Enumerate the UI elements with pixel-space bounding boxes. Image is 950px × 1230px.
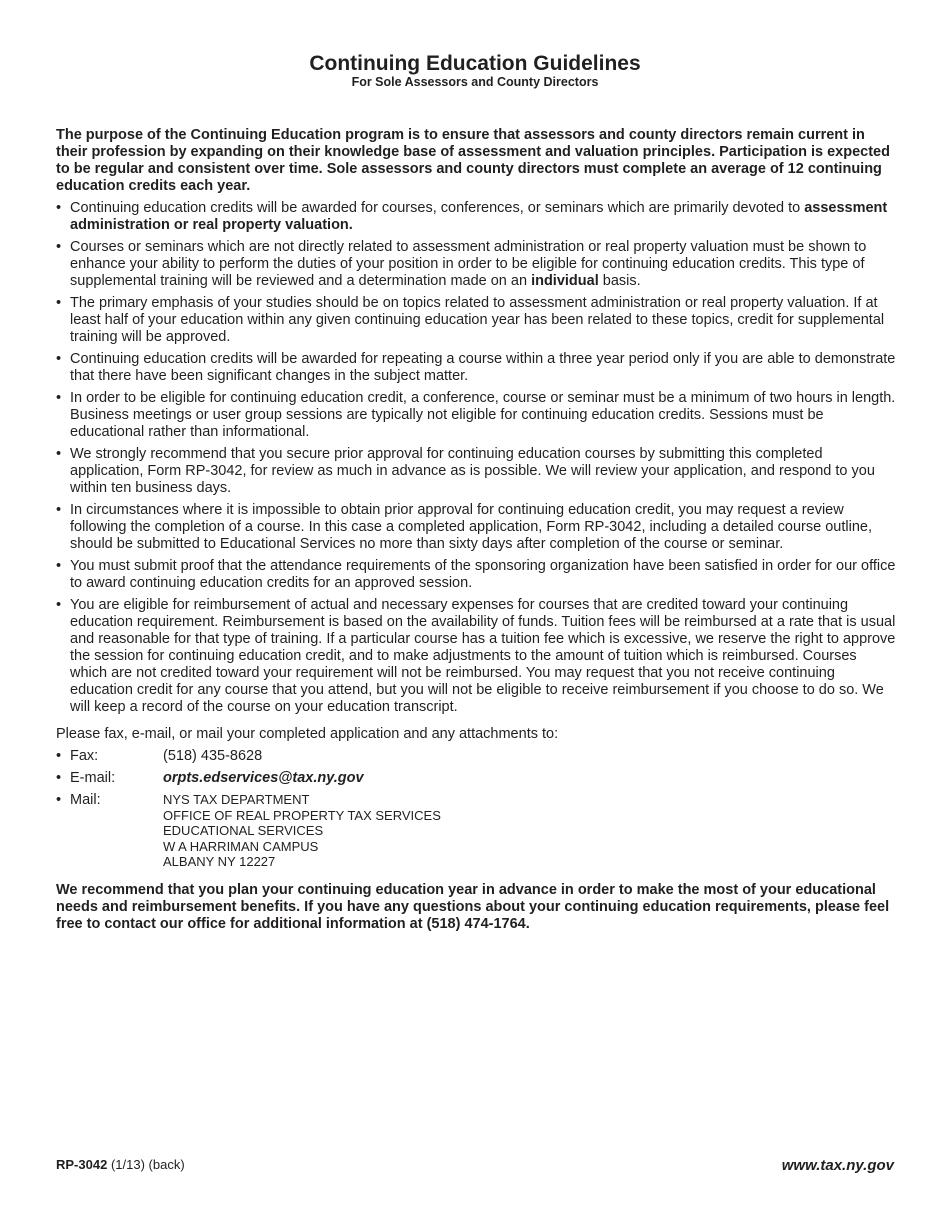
bullet-icon: • [56, 351, 62, 367]
contact-fax [56, 748, 896, 765]
bullet-emphasis: assessment administration or real property valuation. [70, 200, 888, 233]
list-item [56, 502, 896, 553]
bullet-emphasis: individual [531, 273, 599, 289]
form-side: (back) [148, 1157, 185, 1172]
list-item [56, 390, 896, 441]
closing-paragraph: We recommend that you plan your continuing education year in advance in order to make the most of your educational needs and reimbursement benefits. If you have any questions about your continuing education requirements, please feel free to contact our office for additional information at (518) 474-1764. [56, 881, 890, 932]
form-code: RP-3042 [56, 1157, 108, 1172]
list-item [56, 446, 896, 497]
mail-label: Mail: [70, 792, 101, 808]
bullet-text: In circumstances where it is impossible to obtain prior approval for continuing education credit, you may request a review following the completion of a course. In this case a completed application, Form RP-3042, including a detailed course outline, should be submitted to Educational Services no more than sixty days after completion of the course or seminar. [70, 502, 872, 552]
bullet-icon: • [56, 239, 62, 255]
fax-label: Fax: [70, 748, 99, 764]
bullet-text: Continuing education credits will be awarded for repeating a course within a three year period only if you are able to demonstrate that there have been significant changes in the subject matter. [70, 351, 896, 384]
form-date: (1/13) [110, 1157, 145, 1172]
contact-email [56, 770, 896, 787]
page-subtitle: For Sole Assessors and County Directors [351, 75, 599, 89]
website-link[interactable]: www.tax.ny.gov [781, 1157, 894, 1174]
list-item [56, 200, 896, 234]
list-item [56, 239, 896, 290]
bullet-icon: • [56, 295, 62, 311]
bullet-icon: • [56, 770, 62, 786]
bullet-text: The primary emphasis of your studies should be on topics related to assessment administration or real property valuation. If at least half of your education within any given continuing education year has been related to these topics, credit for supplemental training will be approved. [70, 295, 885, 345]
fax-number: (518) 435-8628 [163, 748, 263, 764]
bullet-icon: • [56, 792, 62, 808]
list-item [56, 295, 896, 346]
bullet-text: In order to be eligible for continuing education credit, a conference, course or seminar must be a minimum of two hours in length. Business meetings or user group sessions are typically not eligible for continuing education credits. Sessions must be educational rather than informational. [70, 390, 896, 440]
bullet-icon: • [56, 502, 62, 518]
bullet-icon: • [56, 390, 62, 406]
address-line: EDUCATIONAL SERVICES [163, 823, 324, 839]
email-link[interactable]: orpts.edservices@tax.ny.gov [163, 770, 364, 786]
bullet-icon: • [56, 200, 62, 216]
form-identifier [56, 1157, 185, 1173]
guidelines-body [56, 200, 896, 933]
bullet-icon: • [56, 558, 62, 574]
bullet-text: We strongly recommend that you secure prior approval for continuing education courses by submitting this completed application, Form RP-3042, for review as much in advance as is possible. We will review your application, and respond to you within ten business days. [70, 446, 875, 496]
bullet-text: Courses or seminars which are not directly related to assessment administration or real property valuation must be shown to enhance your ability to perform the duties of your position in order to be eligible for continuing education credits. This type of supplemental training will be reviewed and a determination made on an [70, 239, 867, 289]
submit-instructions: Please fax, e-mail, or mail your completed application and any attachments to: [56, 726, 559, 742]
bullet-text-end: basis. [598, 273, 641, 289]
contact-list [56, 748, 896, 870]
guidelines-list [56, 200, 896, 716]
bullet-icon: • [56, 748, 62, 764]
list-item [56, 351, 896, 385]
bullet-icon: • [56, 597, 62, 613]
email-label: E-mail: [70, 770, 116, 786]
list-item [56, 597, 896, 716]
address-line: OFFICE OF REAL PROPERTY TAX SERVICES [163, 807, 441, 823]
address-line: W A HARRIMAN CAMPUS [163, 838, 319, 854]
contact-mail [56, 792, 896, 870]
page-title: Continuing Education Guidelines [309, 52, 641, 75]
bullet-text: You must submit proof that the attendance requirements of the sponsoring organization have been satisfied in order for our office to award continuing education credits for an approved session. [70, 558, 896, 591]
bullet-text: Continuing education credits will be awarded for courses, conferences, or seminars which are primarily devoted to [70, 200, 805, 216]
address-line: NYS TAX DEPARTMENT [163, 792, 310, 807]
bullet-text: You are eligible for reimbursement of actual and necessary expenses for courses that are credited toward your continuing education requirement. Reimbursement is based on the availability of funds. Tuition fees will be reimbursed at a rate that is usual and reasonable for that type of training. If a particular course has a tuition fee which is excessive, we reserve the right to approve the session for continuing education credit, and to make adjustments to the amount of tuition which is reimbursed. Courses which are not credited toward your requirement will not be reimbursed. You may request that you not receive continuing education credit for any course that you attend, but you will not be eligible to receive reimbursement if you choose to do so. We will keep a record of the course on your education transcript. [70, 597, 896, 715]
intro-paragraph: The purpose of the Continuing Education program is to ensure that assessors and county directors remain current in their profession by expanding on their knowledge base of assessment and valuation principles. Participation is expected to be regular and consistent over time. Sole assessors and county directors must complete an average of 12 continuing education credits each year. [56, 127, 890, 194]
address-line: ALBANY NY 12227 [163, 854, 276, 870]
mailing-address [163, 792, 441, 870]
list-item [56, 558, 896, 592]
bullet-icon: • [56, 446, 62, 462]
